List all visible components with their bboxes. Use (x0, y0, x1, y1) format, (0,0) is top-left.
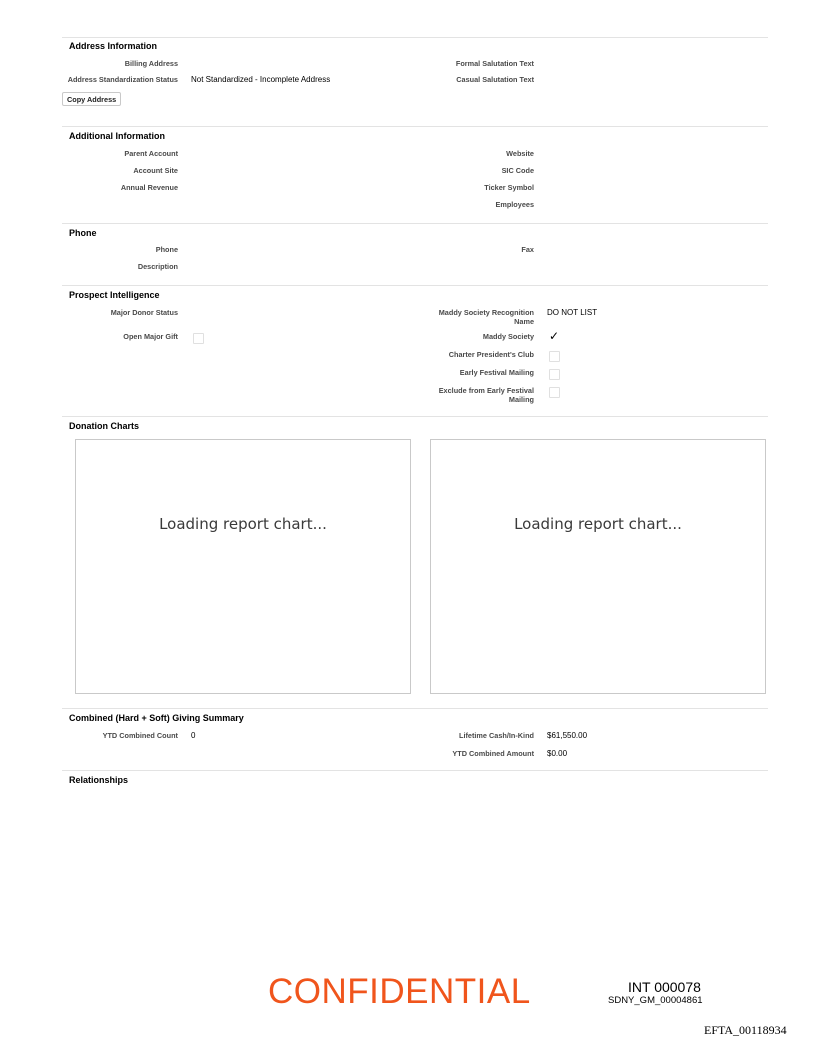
standardization-status-label: Address Standardization Status (67, 75, 178, 84)
chart-loading-text: Loading report chart... (159, 515, 327, 533)
prospect-section-divider (62, 285, 768, 286)
chart-loading-text: Loading report chart... (514, 515, 682, 533)
standardization-status-value: Not Standardized - Incomplete Address (191, 75, 331, 84)
billing-address-label: Billing Address (124, 59, 178, 68)
phone-label: Phone (155, 245, 178, 254)
exclude-early-festival-checkbox[interactable] (549, 387, 560, 398)
giving-section-title: Combined (Hard + Soft) Giving Summary (69, 713, 244, 723)
exclude-early-festival-label (380, 386, 534, 404)
account-site-label: Account Site (133, 166, 178, 175)
additional-section-divider (62, 126, 768, 127)
early-festival-mailing-label: Early Festival Mailing (459, 368, 534, 377)
exclude-early-festival-label-line2: Mailing (508, 395, 534, 404)
charter-presidents-club-label: Charter President's Club (448, 350, 534, 359)
sic-code-label: SIC Code (501, 166, 534, 175)
additional-section-title: Additional Information (69, 131, 165, 141)
confidential-stamp: CONFIDENTIAL (268, 972, 531, 1011)
ytd-combined-amount-label: YTD Combined Amount (452, 749, 534, 758)
giving-section-divider (62, 708, 768, 709)
maddy-society-label: Maddy Society (482, 332, 534, 341)
maddy-recognition-label-line1: Maddy Society Recognition (438, 308, 534, 317)
maddy-recognition-label-line2: Name (514, 317, 534, 326)
int-number: INT 000078 (628, 979, 701, 995)
maddy-recognition-value: DO NOT LIST (547, 308, 598, 317)
early-festival-mailing-checkbox[interactable] (549, 369, 560, 380)
maddy-recognition-label (380, 308, 534, 326)
maddy-society-checkmark-icon: ✓ (549, 329, 560, 343)
donation-chart-right (430, 439, 766, 694)
bates-number: SDNY_GM_00004861 (608, 995, 703, 1006)
parent-account-label: Parent Account (124, 149, 178, 158)
charts-section-divider (62, 416, 768, 417)
open-major-gift-label: Open Major Gift (123, 332, 178, 341)
phone-section-title: Phone (69, 228, 97, 238)
charter-presidents-club-checkbox[interactable] (549, 351, 560, 362)
employees-label: Employees (495, 200, 534, 209)
charts-section-title: Donation Charts (69, 421, 140, 431)
ytd-combined-count-label: YTD Combined Count (102, 731, 178, 740)
lifetime-cash-value: $61,550.00 (547, 731, 588, 740)
ticker-symbol-label: Ticker Symbol (484, 183, 534, 192)
open-major-gift-checkbox[interactable] (193, 333, 204, 344)
fax-label: Fax (521, 245, 534, 254)
casual-salutation-label: Casual Salutation Text (456, 75, 534, 84)
donation-chart-left (75, 439, 411, 694)
website-label: Website (506, 149, 534, 158)
phone-section-divider (62, 223, 768, 224)
efta-number: EFTA_00118934 (704, 1023, 787, 1037)
copy-address-button[interactable]: Copy Address (62, 92, 121, 106)
major-donor-status-label: Major Donor Status (110, 308, 178, 317)
prospect-section-title: Prospect Intelligence (69, 290, 160, 300)
formal-salutation-label: Formal Salutation Text (455, 59, 534, 68)
relationships-section-divider (62, 770, 768, 771)
lifetime-cash-label: Lifetime Cash/In-Kind (459, 731, 534, 740)
address-section-divider (62, 37, 768, 38)
annual-revenue-label: Annual Revenue (120, 183, 178, 192)
relationships-section-title: Relationships (69, 775, 129, 785)
ytd-combined-count-value: 0 (191, 731, 196, 740)
address-section-title: Address Information (69, 41, 158, 51)
exclude-early-festival-label-line1: Exclude from Early Festival (438, 386, 534, 395)
description-label: Description (137, 262, 178, 271)
ytd-combined-amount-value: $0.00 (547, 749, 568, 758)
